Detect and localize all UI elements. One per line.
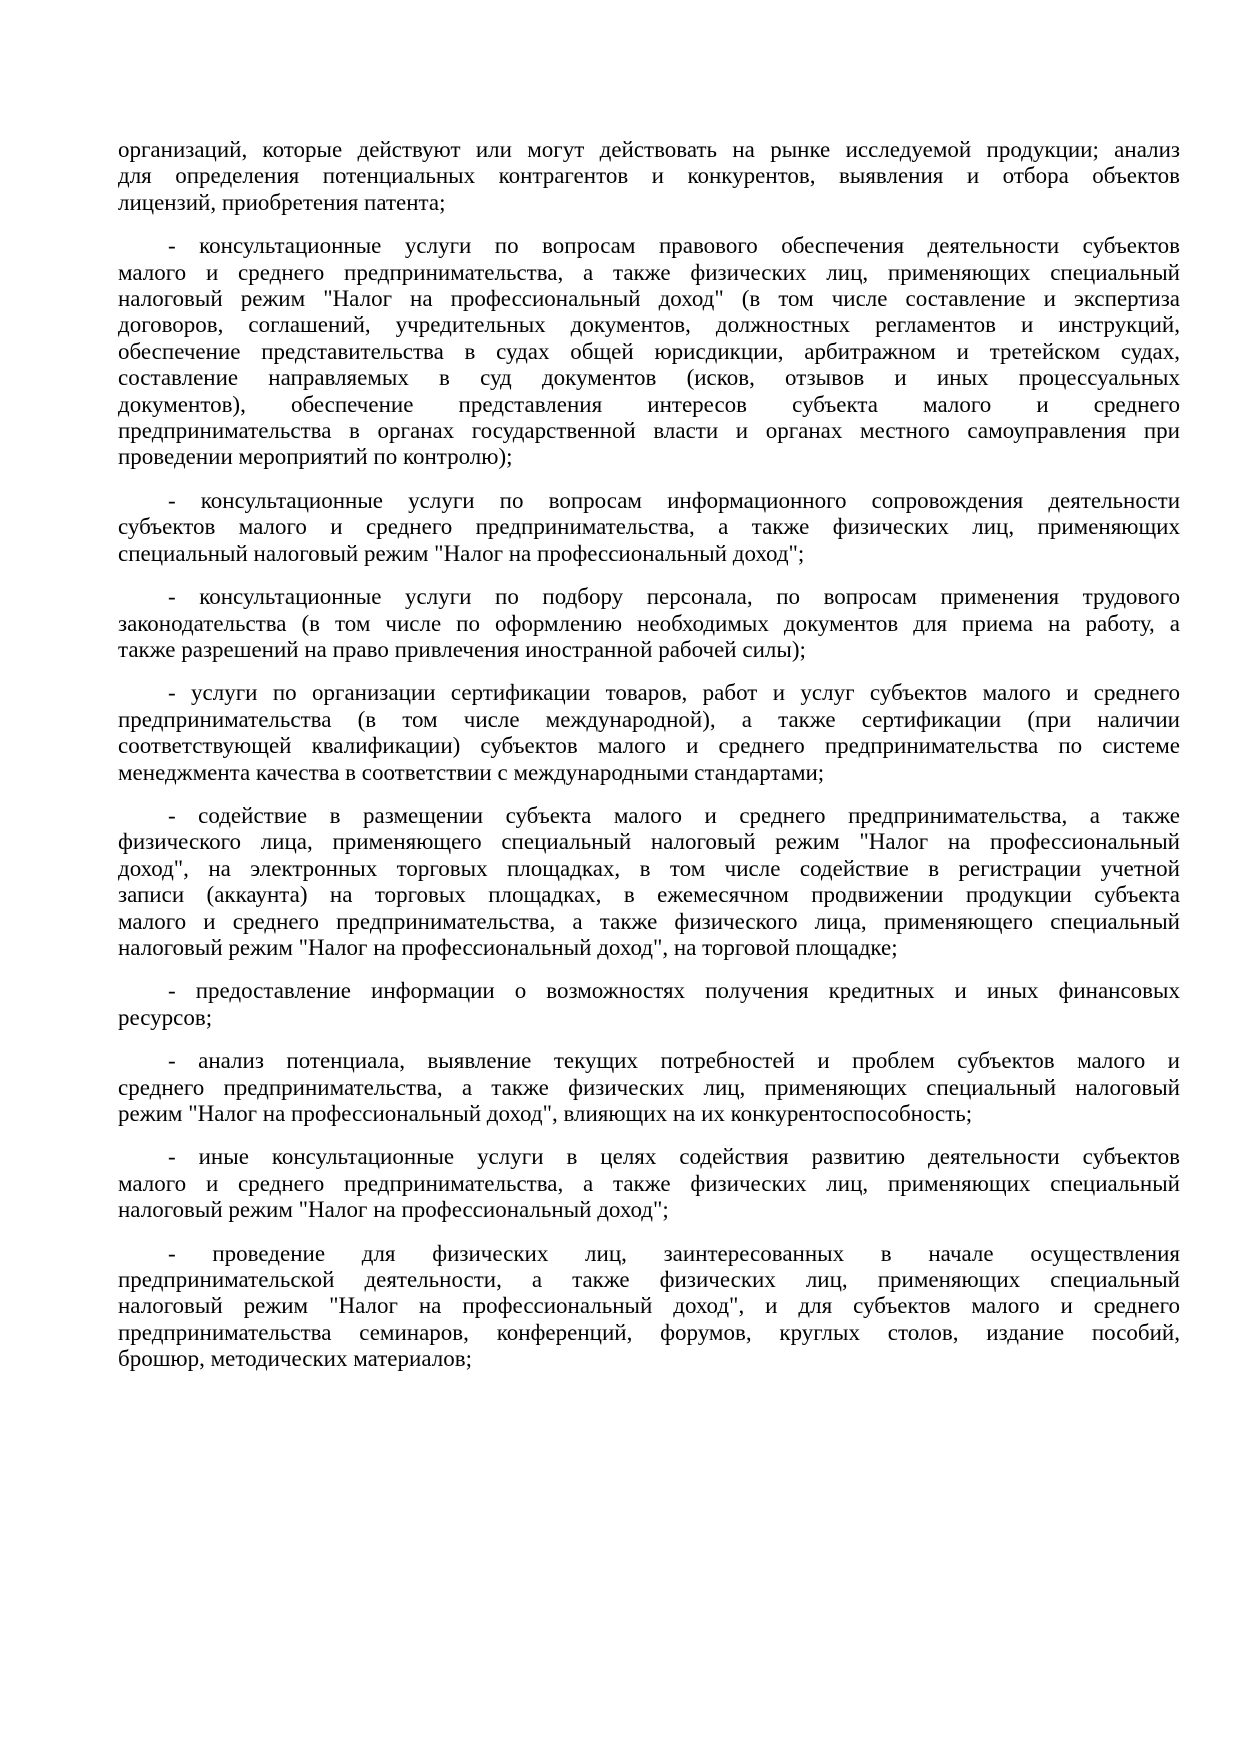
text-line: предпринимательства в органах государственной власти и органах местного самоуправления при [118, 418, 1180, 444]
text-line: - услуги по организации сертификации товаров, работ и услуг субъектов малого и среднего [168, 680, 1180, 706]
text-line: лицензий, приобретения патента; [118, 189, 446, 215]
text-line: - иные консультационные услуги в целях содействия развитию деятельности субъектов [168, 1144, 1180, 1170]
text-line: для определения потенциальных контрагентов и конкурентов, выявления и отбора объектов [118, 163, 1180, 189]
text-line: специальный налоговый режим "Налог на профессиональный доход"; [118, 540, 805, 566]
text-line: также разрешений на право привлечения иностранной рабочей силы); [118, 636, 806, 662]
text-line: организаций, которые действуют или могут действовать на рынке исследуемой продукции; анализ [118, 137, 1180, 162]
text-line: предпринимательства (в том числе международной), а также сертификации (при наличии [118, 706, 1180, 732]
text-line: доход", на электронных торговых площадках, в том числе содействие в регистрации учетной [118, 855, 1180, 881]
paragraph [118, 1048, 1180, 1127]
text-line: субъектов малого и среднего предпринимательства, а также физических лиц, применяющих [118, 514, 1180, 540]
text-line: - консультационные услуги по вопросам информационного сопровождения деятельности [168, 487, 1180, 513]
text-line: документов), обеспечение представления интересов субъекта малого и среднего [118, 391, 1180, 417]
text-line: налоговый режим "Налог на профессиональный доход", и для субъектов малого и среднего [118, 1293, 1180, 1319]
text-line: налоговый режим "Налог на профессиональный доход"; [118, 1197, 669, 1223]
paragraph [118, 803, 1180, 961]
text-line: проведении мероприятий по контролю); [118, 444, 513, 470]
text-line: соответствующей квалификации) субъектов малого и среднего предпринимательства по системе [118, 733, 1180, 759]
text-line: - анализ потенциала, выявление текущих потребностей и проблем субъектов малого и [168, 1048, 1180, 1074]
text-line: - содействие в размещении субъекта малого и среднего предпринимательства, а также [168, 802, 1180, 828]
text-line: - проведение для физических лиц, заинтересованных в начале осуществления [168, 1240, 1180, 1266]
text-line: брошюр, методических материалов; [118, 1346, 472, 1372]
paragraph [118, 978, 1180, 1031]
text-line: - предоставление информации о возможностях получения кредитных и иных финансовых [168, 978, 1180, 1004]
document-page [118, 137, 1180, 1390]
text-line: ресурсов; [118, 1004, 213, 1030]
paragraph [118, 233, 1180, 471]
text-line: менеджмента качества в соответствии с международными стандартами; [118, 759, 825, 785]
paragraph [118, 584, 1180, 663]
text-line: - консультационные услуги по вопросам правового обеспечения деятельности субъектов [168, 233, 1180, 259]
text-line: налоговый режим "Налог на профессиональный доход", на торговой площадке; [118, 934, 898, 960]
text-line: записи (аккаунта) на торговых площадках, в ежемесячном продвижении продукции субъекта [118, 882, 1180, 908]
text-line: законодательства (в том числе по оформлению необходимых документов для приема на работу, а [118, 610, 1180, 636]
paragraph [118, 680, 1180, 786]
text-line: предпринимательства семинаров, конференций, форумов, круглых столов, издание пособий, [118, 1319, 1180, 1345]
paragraph [118, 1144, 1180, 1223]
text-line: режим "Налог на профессиональный доход", влияющих на их конкурентоспособность; [118, 1101, 973, 1126]
text-line: среднего предпринимательства, а также физических лиц, применяющих специальный налоговый [118, 1074, 1180, 1100]
text-line: обеспечение представительства в судах общей юрисдикции, арбитражном и третейском судах, [118, 338, 1180, 364]
text-line: предпринимательской деятельности, а также физических лиц, применяющих специальный [118, 1267, 1180, 1293]
text-line: составление направляемых в суд документов (исков, отзывов и иных процессуальных [118, 365, 1180, 391]
text-line: малого и среднего предпринимательства, а также физического лица, применяющего специальный [118, 908, 1180, 934]
text-line: физического лица, применяющего специальный налоговый режим "Налог на профессиональный [118, 829, 1180, 855]
text-line: малого и среднего предпринимательства, а также физических лиц, применяющих специальный [118, 259, 1180, 285]
paragraph [118, 137, 1180, 216]
text-line: малого и среднего предпринимательства, а также физических лиц, применяющих специальный [118, 1170, 1180, 1196]
text-line: налоговый режим "Налог на профессиональный доход" (в том числе составление и экспертиза [118, 286, 1180, 312]
text-line: договоров, соглашений, учредительных документов, должностных регламентов и инструкций, [118, 312, 1180, 338]
paragraph [118, 488, 1180, 567]
text-line: - консультационные услуги по подбору персонала, по вопросам применения трудового [168, 584, 1180, 610]
paragraph [118, 1241, 1180, 1373]
